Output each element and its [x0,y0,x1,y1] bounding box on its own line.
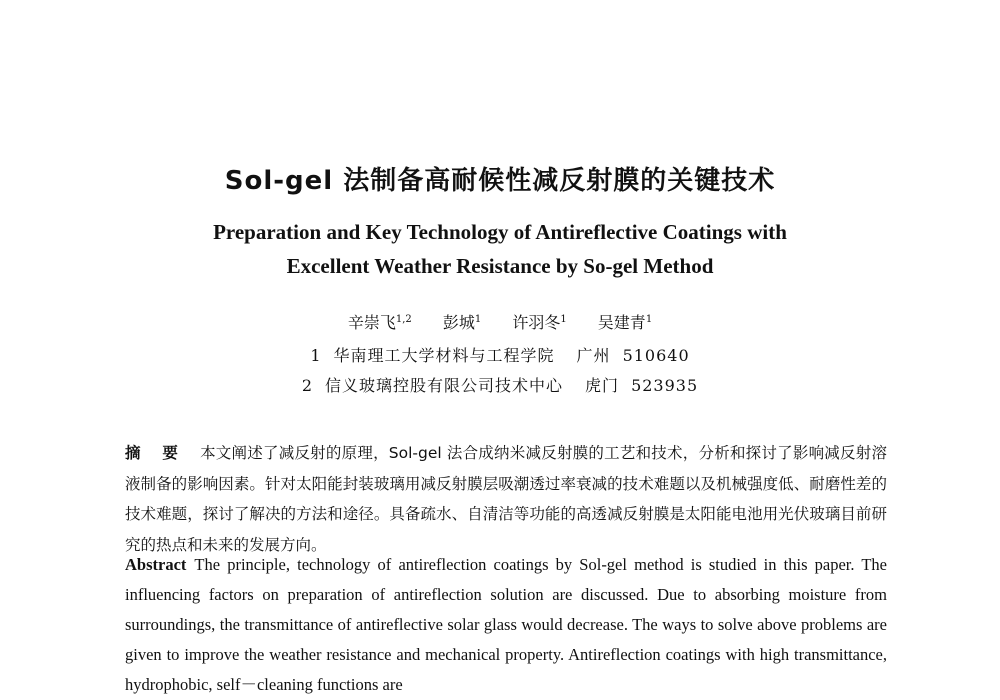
english-title-line-1: Preparation and Key Technology of Antireflective Coatings with [213,220,787,244]
author: 辛崇飞$^{1,2}$ [347,313,412,332]
author: 吴建青$^1$ [597,313,653,332]
chinese-title: Sol-gel 法制备高耐候性减反射膜的关键技术 [224,166,776,196]
english-abstract-label: Abstract [125,555,187,574]
author-list [0,310,1000,333]
english-abstract [125,550,887,700]
english-title-line-2: Excellent Weather Resistance by So-gel Method [286,254,714,278]
affiliation-1: 1 华南理工大学材料与工程学院 广州 510640 [310,346,690,365]
chinese-abstract-text: 本文阐述了减反射的原理，Sol-gel 法合成纳米减反射膜的工艺和技术，分析和探讨了影响减反射溶液制备的影响因素。针对太阳能封装玻璃用减反射膜层吸潮透过率衰减的技术难题以及机械强度低、耐磨性差的技术难题，探讨了解决的方法和途径。具备疏水、自清洁等功能的高透减反射膜是太阳能电池用光伏玻璃目前研究的热点和未来的发展方向。 [125,444,887,554]
author: 彭城$^1$ [442,313,482,332]
affiliation-2: 2 信义玻璃控股有限公司技术中心 虎门 523935 [301,376,699,395]
chinese-abstract-label: 摘 要 [125,444,187,462]
english-abstract-text: The principle, technology of antireflection coatings by Sol-gel method is studied in this paper. The influencing factors on preparation of antireflection solution are discussed. Due to absorbing moisture from surroundings, the transmittance of antireflective solar glass would decrease. The ways to solve above problems are given to improve the weather resistance and mechanical property. Antireflection coatings with high transmittance, hydrophobic, self－cleaning functions are [125,555,887,694]
chinese-abstract [125,438,887,560]
english-title [0,215,1000,283]
author: 许羽冬$^1$ [512,313,567,332]
